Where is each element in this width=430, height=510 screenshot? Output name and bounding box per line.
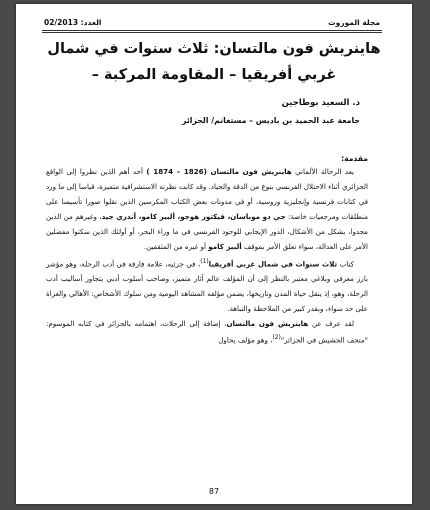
journal-page — [16, 4, 412, 504]
bold-run: ثلاث سنوات في شمال غربي أفريقيا — [208, 258, 338, 268]
paragraph-3 — [46, 316, 368, 348]
running-header — [42, 12, 382, 33]
text-run: أو غيره من المثقفين. — [143, 242, 209, 252]
text-run: ، وهو مؤلف يحاول — [218, 335, 273, 345]
article-body — [46, 164, 368, 348]
journal-name: مجلة الموروث — [328, 18, 380, 27]
page-number: 87 — [208, 487, 220, 496]
text-run: أحد أهم الذين نظروا إلى الواقع الجزائري أثناء الاحتلال الفرنسي بنوع من الدقة والحياد. وقد كانت نظرته الاستشرافية متميزة، قياسا إلى ما ورد في كتابات فرنسية وإنجليزية وروسية، أو في مدونات بعض الكتاب المكرسين الذين نقلوا صورا تأسيسا على منطلقات ومرجعيات خاصة: — [46, 167, 368, 222]
text-run: كتاب — [337, 258, 354, 268]
section-heading: مقدمة: — [341, 154, 368, 163]
bold-run: جي دو موباسان، فيكتور هوجو، ألبير كامو، أندري جيد — [101, 212, 286, 222]
footnote-ref: (1) — [200, 258, 209, 265]
text-run: ، في جزئيه، علامة فارقة في أدب الرحلة، وهو مؤشر بارز معرفي وبلاغي معتبر بالنظر إلى أن المؤلف عالم آثار متميز، وصاحب أسلوب أدبي يتجاوز أساليب أدب الرحلة، وهو، إذ ينقل حياة المدن وتاريخها، يضمن مؤلفه المشاهد اليومية ومن سلوك الأشخاص: الأهالي والغزاة على حد سواء، وبقدر كبير من الملاحظة والنباهة. — [46, 258, 368, 314]
paragraph-2 — [46, 255, 368, 317]
article-title-line-1: هاينريش فون مالتسان: ثلاث سنوات في شمال — [47, 41, 381, 57]
article-title — [46, 36, 382, 88]
author-name: د. السعيد بوطاجين — [281, 98, 360, 108]
text-run: لقد عرف عن — [308, 319, 354, 329]
bold-run: هاينريش فون مالتسان (1826 – 1874 ) — [146, 167, 292, 176]
author-affiliation: جامعة عبد الحميد بن باديس – مستغانم/ الجزائر — [182, 116, 360, 125]
text-run: ، وغيرهم من الذين مجدوا، بشكل من الأشكال، الدور الإيجابي للوجود الفرنسي في ما وراء البحر، أو أولئك الذين سكتوا مفضلين الأمر على العدالة، سواء تعلق الأمر بموقف — [46, 212, 368, 252]
article-title-line-2: غربي أفريقيا – المقاومة المركبة – — [91, 67, 337, 83]
footnote-ref: (2) — [272, 335, 281, 342]
text-run: يعد الرحالة الألماني — [291, 167, 354, 176]
bold-run: ألبير كامو — [208, 242, 242, 252]
bold-run: هاينريش فون مالتسان — [226, 319, 309, 329]
issue-number: العدد: 02/2013 — [44, 18, 102, 27]
text-run: ، إضافة إلى الرحلات، اهتمامه بالجزائر في كتابه الموسوم: "متحف الحشيش في الجزائر" — [46, 319, 368, 345]
paragraph-1 — [46, 164, 368, 255]
